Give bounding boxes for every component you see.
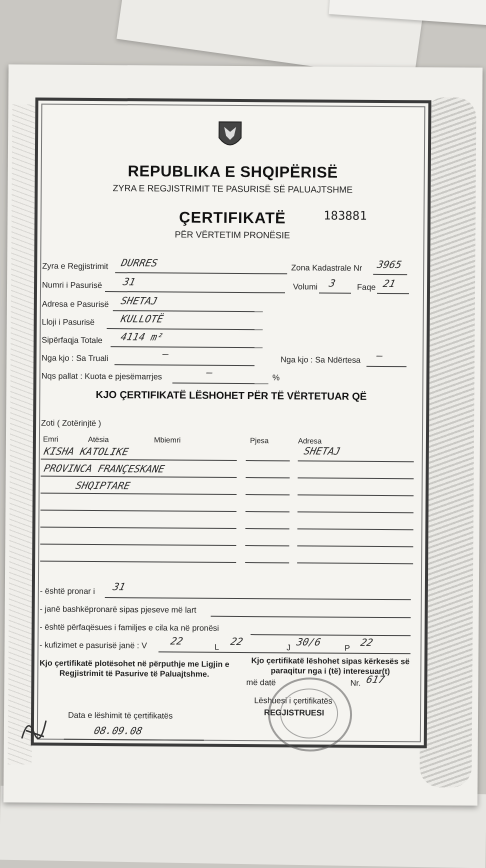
kuota-label: Nqs pallat : Kuota e pjesëmarrjes (41, 371, 163, 382)
column-emri: Emri (42, 434, 59, 444)
adresa-value: SHETAJ (119, 296, 159, 308)
table-line (245, 562, 289, 563)
owner-label: Zoti ( Zotërinjtë ) (41, 418, 102, 429)
republic-title: REPUBLIKA E SHQIPËRISË (127, 163, 338, 182)
table-line (245, 528, 289, 529)
owner-address: SHETAJ (302, 446, 342, 458)
zyra-label: Zyra e Regjistrimit (42, 261, 109, 272)
field-line (111, 346, 263, 348)
right-note-date: më datë (246, 678, 276, 688)
kuota-value: — (205, 367, 214, 379)
volumi-label: Volumi (293, 282, 318, 292)
table-line (40, 544, 236, 546)
table-line (41, 476, 237, 478)
section-heading: KJO ÇERTIFIKATË LËSHOHET PËR TË VËRTETUAR QË (95, 389, 367, 403)
certificate-sheet (3, 64, 482, 805)
owner-name: KISHA KATOLIKE (42, 446, 130, 459)
lloji-label: Lloji i Pasurisë (41, 317, 95, 327)
table-line (40, 510, 236, 512)
truali-label: Nga kjo : Sa Truali (41, 353, 109, 364)
field-line (366, 366, 406, 367)
right-note-nr-value: 617 (365, 674, 386, 686)
numri-value: 31 (121, 277, 137, 289)
pronar-label: - është pronar i (39, 586, 96, 596)
field-line (105, 291, 285, 293)
left-note: Kjo çertifikatë plotësohet në përputhje me Ligjin e Regjistrimit të Pasurive të Paluajtshme. (39, 658, 230, 679)
field-line (64, 739, 204, 741)
perfaqesues-label: - është përfaqësues i familjes e cila ka në pronësi (39, 622, 219, 633)
field-line (251, 634, 411, 636)
date-label: Data e lëshimit të çertifikatës (68, 710, 173, 721)
field-line (114, 364, 254, 366)
faqe-label: Faqe (357, 282, 376, 292)
table-line (245, 511, 289, 512)
bashke-label: - janë bashkëpronarë sipas pjeseve më lart (39, 604, 197, 615)
kufizimet-label: - kufizimet e pasurisë janë : V (39, 640, 147, 651)
field-line (113, 310, 263, 312)
certificate-title: ÇERTIFIKATË (179, 209, 286, 228)
table-line (298, 477, 414, 479)
registrar-title: REGJISTRUESI (264, 708, 325, 718)
lloji-value: KULLOTË (119, 314, 165, 326)
column-atesia: Atësia (87, 434, 109, 445)
eagle-emblem-icon (213, 118, 247, 152)
table-line (40, 561, 236, 563)
zona-value: 3965 (375, 259, 403, 272)
signature-scribble-icon (18, 712, 52, 744)
pronar-value: 31 (111, 582, 127, 594)
field-line (107, 328, 263, 330)
zona-label: Zona Kadastrale Nr (291, 263, 363, 273)
registrar-label: Lëshuesi i çertifikatës (254, 696, 333, 706)
office-title: ZYRA E REGJISTRIMIT TE PASURISË SË PALUAJTSHME (112, 183, 353, 195)
column-pjesa: Pjesa (249, 436, 269, 446)
table-line (246, 460, 290, 461)
siperfaqja-label: Sipërfaqja Totale (41, 335, 103, 346)
official-stamp (280, 688, 338, 738)
right-note-nr: Nr. (350, 678, 361, 688)
table-line (297, 511, 413, 513)
table-line (41, 459, 237, 461)
table-line (297, 545, 413, 547)
table-line (246, 477, 290, 478)
field-line (377, 293, 409, 294)
siperfaqja-value: 4114 m² (119, 332, 165, 344)
table-line (245, 545, 289, 546)
truali-value: — (161, 349, 170, 361)
field-line (158, 651, 410, 654)
ndertesa-label: Nga kjo : Sa Ndërtesa (280, 355, 361, 365)
table-line (41, 493, 237, 495)
owner-name: SHQIPTARE (74, 480, 132, 493)
kufi-j-label: J (286, 643, 291, 653)
table-line (40, 527, 236, 529)
kufi-j: 30/6 (295, 637, 322, 649)
volumi-value: 3 (327, 278, 337, 290)
field-line (211, 616, 411, 618)
kufi-p-label: P (344, 643, 351, 653)
ndertesa-value: — (375, 350, 384, 362)
table-line (297, 562, 413, 564)
numri-label: Numri i Pasurisë (42, 280, 103, 291)
table-line (246, 494, 290, 495)
serial-number: 183881 (323, 208, 367, 223)
kufi-l: 22 (229, 636, 244, 648)
field-line (172, 383, 268, 385)
kuota-unit: % (272, 373, 280, 383)
field-line (319, 293, 351, 294)
field-line (373, 274, 407, 275)
zyra-value: DURRES (119, 258, 159, 270)
field-line (105, 597, 411, 600)
certificate-frame (31, 98, 432, 749)
column-mbiemri: Mbiemri (153, 435, 181, 445)
column-adresa: Adresa (297, 436, 322, 446)
faqe-value: 21 (381, 278, 397, 291)
adresa-label: Adresa e Pasurisë (41, 299, 109, 310)
field-line (115, 272, 287, 274)
date-value: 08.09.08 (92, 725, 144, 738)
table-line (298, 494, 414, 496)
kufi-p: 22 (359, 637, 374, 649)
kufi-v: 22 (169, 636, 184, 648)
kufi-l-label: L (214, 642, 220, 652)
table-line (298, 460, 414, 462)
certificate-subtitle: PËR VËRTETIM PRONËSIE (174, 229, 291, 241)
right-note: Kjo çertifikatë lëshohet sipas kërkesës së paraqitur nga i (të) interesuar(t) (251, 656, 410, 677)
table-line (297, 528, 413, 530)
owner-name: PROVINCA FRANÇESKANE (42, 463, 166, 476)
